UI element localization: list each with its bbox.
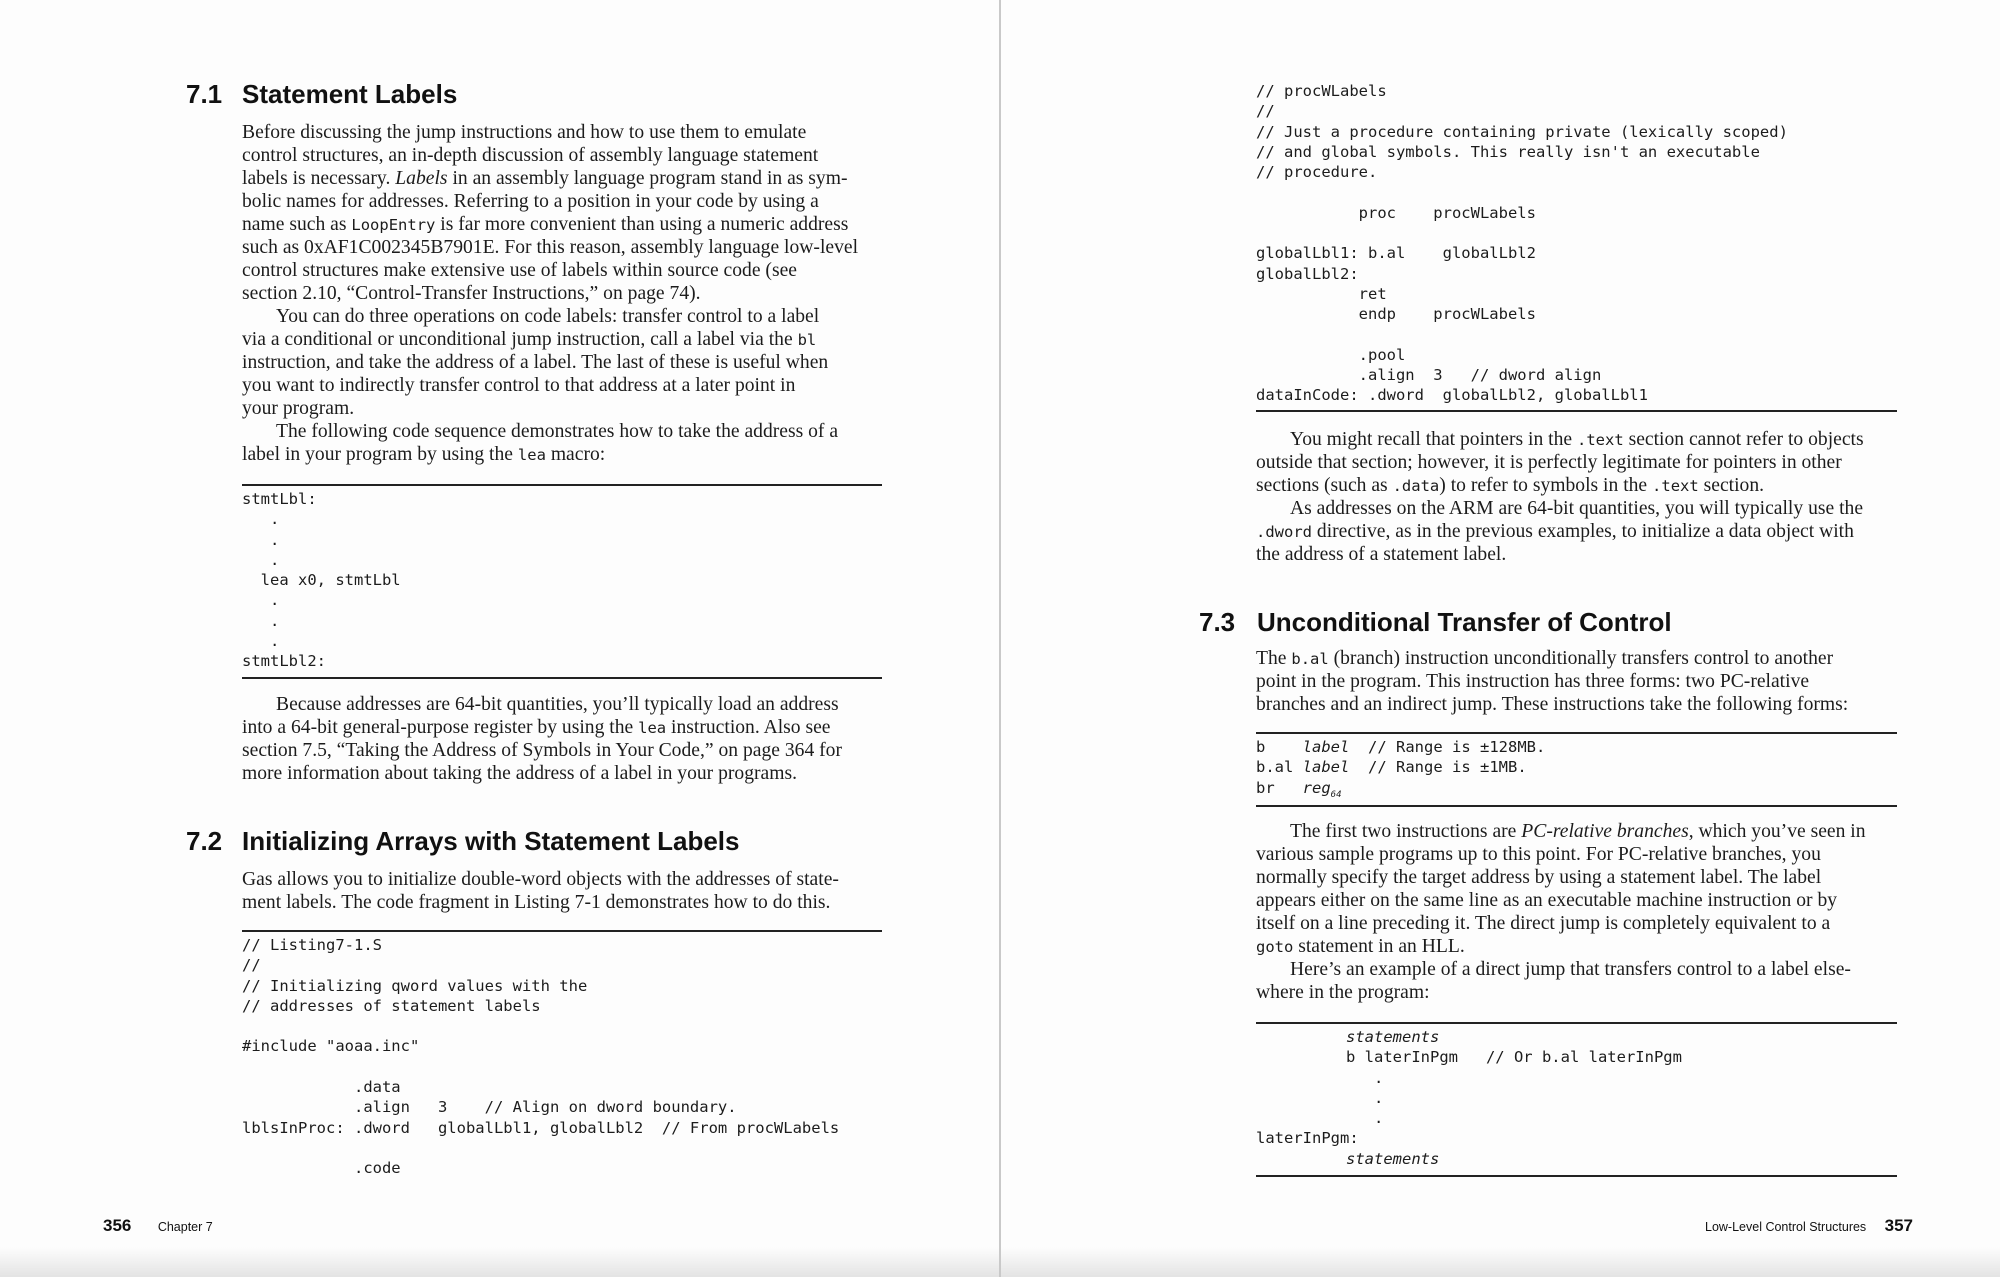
text-line: You might recall that pointers in the .text section cannot refer to objects xyxy=(1290,429,1864,450)
code-line: . xyxy=(242,632,280,651)
code-line: // Listing7-1.S xyxy=(242,936,382,954)
section-number: 7.3 xyxy=(1199,607,1236,637)
text-line: where in the program: xyxy=(1256,982,1430,1003)
code-line: // Initializing qword values with the xyxy=(242,976,588,995)
text-line: sections (such as .data) to refer to symbols in the .text section. xyxy=(1256,475,1765,496)
code-line: . xyxy=(242,510,280,529)
paragraph-7-2-intro xyxy=(242,868,839,914)
code-line: lblsInProc: .dword globalLbl1, globalLbl2 // From procWLabels xyxy=(242,1118,840,1137)
inline-code: lea xyxy=(638,719,667,737)
code-line: .pool xyxy=(1256,345,1406,364)
paragraph-7-3-intro xyxy=(1256,647,1848,716)
inline-code: LoopEntry xyxy=(351,216,436,234)
text-line: As addresses on the ARM are 64-bit quantities, you will typically use the xyxy=(1290,498,1864,519)
page-shadow xyxy=(1001,1247,2000,1277)
text-line: control structures, an in-depth discussion of assembly language statement xyxy=(242,145,819,166)
code-block-listing-7-1 xyxy=(242,935,839,1179)
code-line: globalLbl2: xyxy=(1256,264,1359,283)
left-page-footer xyxy=(103,1216,213,1236)
section-number: 7.1 xyxy=(186,79,223,109)
inline-code: b.al xyxy=(1291,650,1329,668)
code-line: . xyxy=(1346,1088,1384,1107)
text-line: goto statement in an HLL. xyxy=(1256,936,1465,957)
section-title: Statement Labels xyxy=(242,79,458,109)
code-line: .align 3 // Align on dword boundary. xyxy=(242,1098,737,1117)
text-line: section 2.10, “Control-Transfer Instructions,” on page 74). xyxy=(242,283,701,304)
text-line: ment labels. The code fragment in Listing 7-1 demonstrates how to do this. xyxy=(242,892,831,913)
paragraph-text-section-pointers xyxy=(1256,428,1864,566)
code-rule-top xyxy=(1256,1022,1897,1024)
code-line: // procWLabels xyxy=(1256,82,1387,100)
paragraph-64bit-addresses xyxy=(242,693,842,785)
text-line: normally specify the target address by using a statement label. The label xyxy=(1256,867,1822,888)
code-line xyxy=(242,1016,839,1036)
code-line: dataInCode: .dword globalLbl2, globalLbl1 xyxy=(1256,386,1648,405)
text-line: appears either on the same line as an executable machine instruction or by xyxy=(1256,890,1838,911)
text-line: Before discussing the jump instructions and how to use them to emulate xyxy=(242,122,807,143)
code-line: // xyxy=(1256,102,1275,121)
code-line: . xyxy=(242,550,280,569)
text-line: Because addresses are 64-bit quantities, you’ll typically load an address xyxy=(276,694,839,715)
code-line: laterInPgm: xyxy=(1256,1129,1359,1148)
code-line: b label // Range is ±128MB. xyxy=(1256,738,1546,756)
code-line: . xyxy=(1346,1109,1384,1128)
text-line: you want to indirectly transfer control to that address at a later point in xyxy=(242,375,796,396)
page-number: 357 xyxy=(1884,1216,1914,1235)
text-line: the address of a statement label. xyxy=(1256,544,1507,565)
text-line: .dword directive, as in the previous examples, to initialize a data object with xyxy=(1256,521,1854,542)
code-rule-top xyxy=(242,930,882,932)
text-line: label in your program by using the lea macro: xyxy=(242,444,606,465)
code-line: . xyxy=(242,611,280,630)
code-line: b laterInPgm // Or b.al laterInPgm xyxy=(1346,1048,1682,1067)
text-line: via a conditional or unconditional jump instruction, call a label via the bl xyxy=(242,329,817,350)
code-line: lea x0, stmtLbl xyxy=(242,571,401,590)
inline-code: .text xyxy=(1652,477,1699,495)
code-line xyxy=(1256,182,1788,202)
code-line: .code xyxy=(242,1159,401,1178)
code-rule-bottom xyxy=(1256,410,1897,412)
code-rule-bottom xyxy=(242,677,882,679)
code-line: // procedure. xyxy=(1256,163,1378,182)
section-title: Unconditional Transfer of Control xyxy=(1257,607,1672,637)
code-line: b.al label // Range is ±1MB. xyxy=(1256,758,1527,777)
code-line: // and global symbols. This really isn't an executable xyxy=(1256,142,1760,161)
code-line: ret xyxy=(1256,284,1387,303)
code-line: // Just a procedure containing private (lexically scoped) xyxy=(1256,122,1788,141)
code-block-procwlabels xyxy=(1256,81,1788,406)
text-line: your program. xyxy=(242,398,355,419)
paragraph-code-label-ops xyxy=(242,305,828,420)
text-line: point in the program. This instruction has three forms: two PC-relative xyxy=(1256,671,1810,692)
text-line: various sample programs up to this point. For PC-relative branches, you xyxy=(1256,844,1821,865)
text-line: instruction, and take the address of a label. The last of these is useful when xyxy=(242,352,829,373)
text-line: You can do three operations on code labels: transfer control to a label xyxy=(276,306,820,327)
right-page-footer xyxy=(1705,1216,1913,1236)
code-line xyxy=(242,1057,839,1077)
code-line: // addresses of statement labels xyxy=(242,996,541,1015)
running-head: Low-Level Control Structures xyxy=(1705,1220,1867,1234)
inline-code: .text xyxy=(1577,431,1624,449)
code-line xyxy=(1256,325,1788,345)
text-line: control structures make extensive use of labels within source code (see xyxy=(242,260,797,281)
inline-code: goto xyxy=(1256,938,1294,956)
code-line: .align 3 // dword align xyxy=(1256,366,1602,385)
code-line: . xyxy=(242,591,280,610)
text-line: section 7.5, “Taking the Address of Symbols in Your Code,” on page 364 for xyxy=(242,740,842,761)
page-shadow xyxy=(0,1247,999,1277)
code-rule-top xyxy=(242,484,882,486)
inline-code: lea xyxy=(517,446,546,464)
text-line: bolic names for addresses. Referring to a position in your code by using a xyxy=(242,191,819,212)
section-number: 7.2 xyxy=(186,826,223,856)
section-title: Initializing Arrays with Statement Labels xyxy=(242,826,740,856)
inline-code: bl xyxy=(797,331,817,349)
text-line: branches and an indirect jump. These instructions take the following forms: xyxy=(1256,694,1849,715)
code-block-direct-jump xyxy=(1256,1027,1682,1169)
code-line: . xyxy=(242,530,280,549)
text-line: into a 64-bit general-purpose register by using the lea instruction. Also see xyxy=(242,717,831,738)
code-line: endp procWLabels xyxy=(1256,305,1536,324)
text-line: more information about taking the address of a label in your programs. xyxy=(242,763,798,784)
text-line: name such as LoopEntry is far more convenient than using a numeric address xyxy=(242,214,849,235)
code-line: statements xyxy=(1346,1149,1440,1168)
paragraph-7-1-intro xyxy=(242,121,858,305)
code-rule-bottom xyxy=(1256,805,1897,807)
code-line xyxy=(242,1138,839,1158)
code-line: // xyxy=(242,956,261,975)
text-line: The following code sequence demonstrates how to take the address of a xyxy=(276,421,839,442)
code-line: . xyxy=(1346,1068,1384,1087)
code-rule-top xyxy=(1256,732,1897,734)
text-line: labels is necessary. Labels in an assembly language program stand in as sym- xyxy=(242,168,848,189)
inline-code: .data xyxy=(1392,477,1440,495)
code-line: proc procWLabels xyxy=(1256,203,1536,222)
text-line: outside that section; however, it is perfectly legitimate for pointers in other xyxy=(1256,452,1842,473)
page-number: 356 xyxy=(103,1216,132,1235)
text-line: The first two instructions are PC-relative branches, which you’ve seen in xyxy=(1290,821,1866,842)
code-line: br reg$_{64}$ xyxy=(1256,778,1342,800)
code-line xyxy=(1256,223,1788,243)
text-line: Gas allows you to initialize double-word objects with the addresses of state- xyxy=(242,869,839,890)
chapter-label: Chapter 7 xyxy=(157,1220,213,1234)
text-line: such as 0xAF1C002345B7901E. For this reason, assembly language low-level xyxy=(242,237,859,258)
code-line: stmtLbl2: xyxy=(242,652,326,671)
inline-code: .dword xyxy=(1256,523,1312,541)
code-block-branch-forms xyxy=(1256,737,1545,798)
code-line: #include "aoaa.inc" xyxy=(242,1037,420,1056)
code-line: globalLbl1: b.al globalLbl2 xyxy=(1256,244,1536,263)
code-line: .data xyxy=(242,1078,401,1097)
code-line: stmtLbl: xyxy=(242,490,317,508)
text-line: The b.al (branch) instruction unconditionally transfers control to another xyxy=(1256,648,1834,669)
code-rule-bottom xyxy=(1256,1175,1897,1177)
right-page xyxy=(1001,0,2000,1277)
left-page xyxy=(0,0,999,1277)
paragraph-lea-intro xyxy=(242,420,838,466)
text-line: itself on a line preceding it. The direct jump is completely equivalent to a xyxy=(1256,913,1831,934)
code-line: statements xyxy=(1346,1028,1440,1046)
paragraph-pc-relative xyxy=(1256,820,1866,1004)
text-line: Here’s an example of a direct jump that transfers control to a label else- xyxy=(1290,959,1851,980)
code-block-stmtlbl xyxy=(242,489,401,672)
